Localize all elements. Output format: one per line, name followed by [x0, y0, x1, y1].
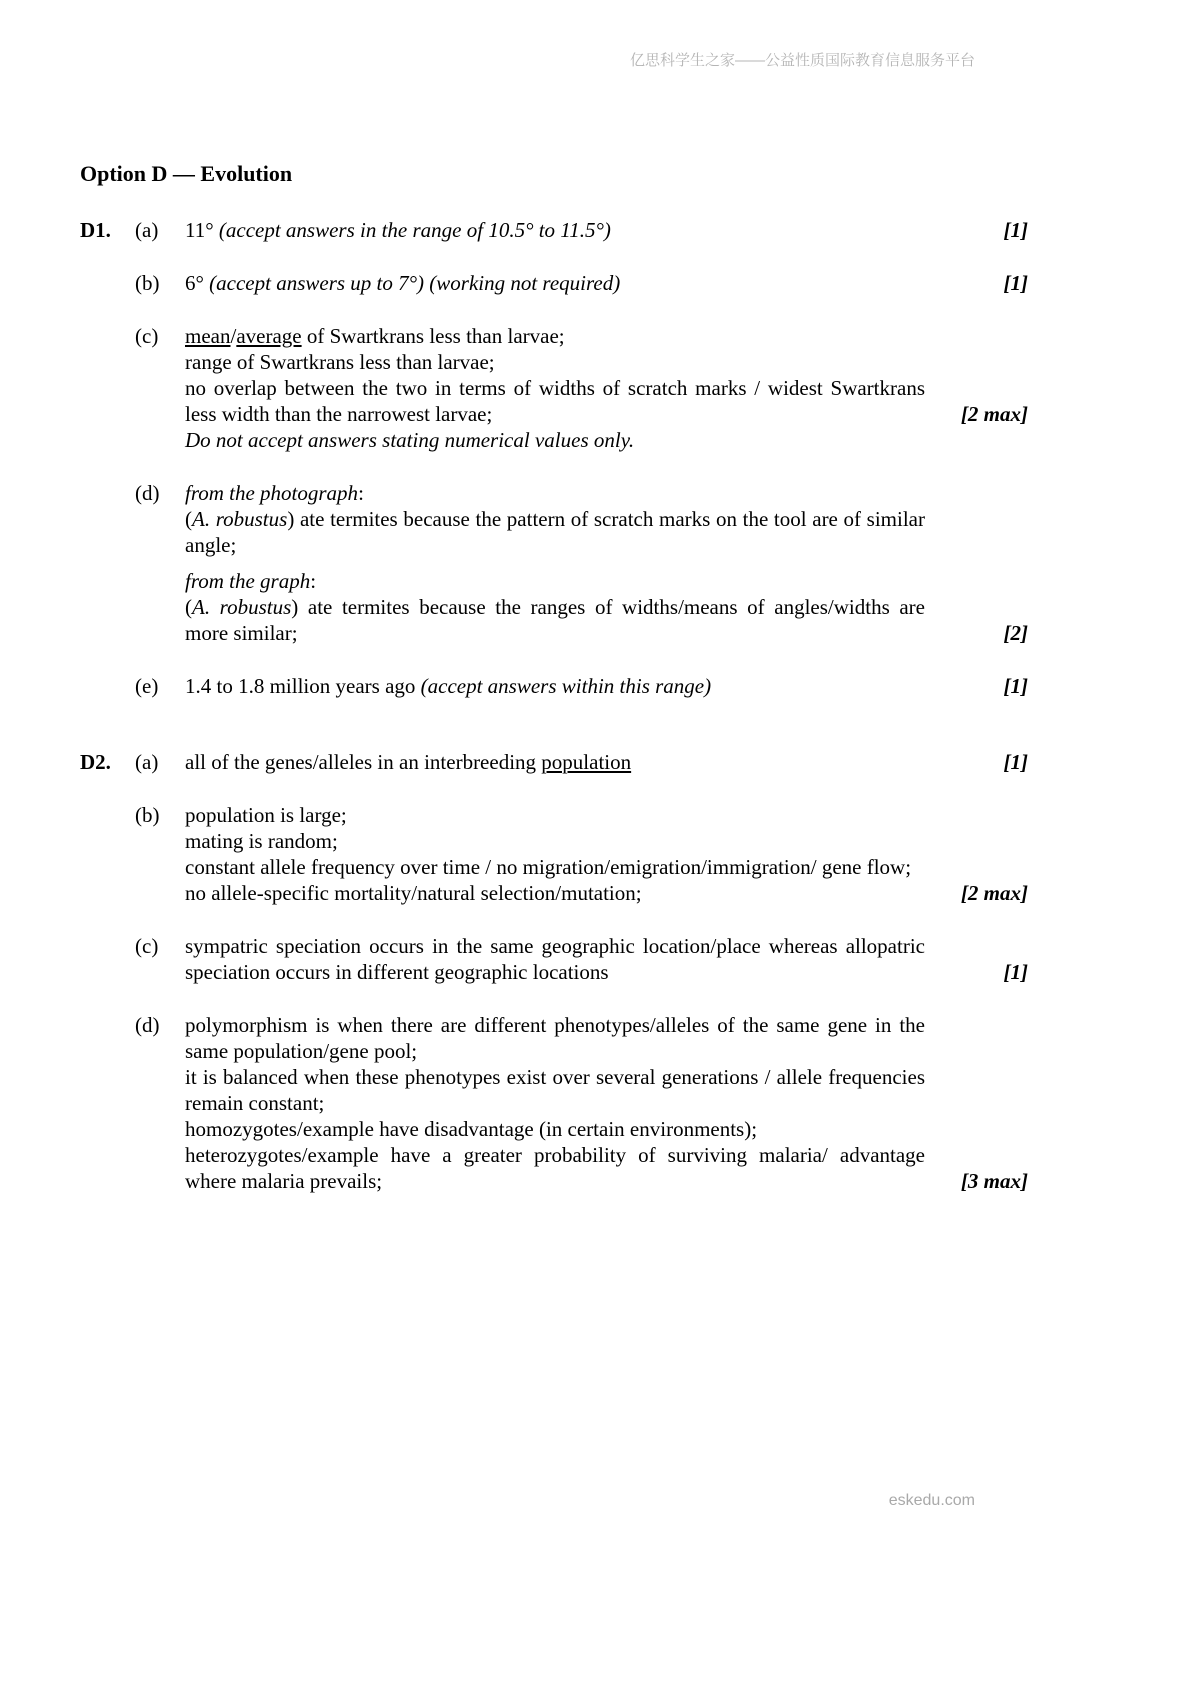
answer-segment: 6°: [185, 271, 210, 295]
answer-paragraph: [185, 323, 925, 349]
part-letter: (c): [135, 934, 159, 958]
part-body: [185, 270, 1028, 296]
question-parts: [135, 749, 1110, 1194]
answer-text: [185, 323, 925, 427]
answer-segment: constant allele frequency over time / no migration/emigration/immigration/ gene flow;: [185, 855, 912, 879]
answer-segment: A. robustus: [192, 507, 288, 531]
answer-segment: it is balanced when these phenotypes exist over several generations / allele frequencies remain constant;: [185, 1065, 925, 1115]
answer-part: [135, 270, 1110, 296]
answer-paragraph: [185, 568, 925, 594]
answer-segment: sympatric speciation occurs in the same geographic location/place whereas allopatric speciation occurs in different geographic locations: [185, 934, 925, 984]
answer-paragraph: [185, 854, 925, 880]
answer-paragraph: [185, 1064, 925, 1116]
answer-part: [135, 673, 1110, 699]
answer-block: [185, 323, 1028, 427]
part-letter: (d): [135, 481, 160, 505]
part-body: [185, 802, 1028, 906]
answer-part: [135, 217, 1110, 243]
answer-paragraph: [185, 933, 925, 985]
header-watermark: 亿思科学生之家——公益性质国际教育信息服务平台: [629, 52, 975, 69]
answer-block: [185, 506, 1028, 558]
question-parts: [135, 217, 1110, 699]
part-body: [185, 749, 1028, 775]
question: [80, 217, 1110, 699]
answer-segment: of Swartkrans less than larvae;: [301, 324, 565, 348]
answer-segment: 1.4 to 1.8 million years ago: [185, 674, 421, 698]
answer-segment: mean: [185, 324, 231, 348]
answer-part: [135, 1012, 1110, 1194]
answer-segment: /: [230, 324, 237, 348]
answer-paragraph: [185, 880, 925, 906]
answer-text: [185, 270, 925, 296]
answer-segment: range of Swartkrans less than larvae;: [185, 350, 495, 374]
answer-segment: (: [185, 507, 192, 531]
answer-segment: :: [310, 569, 317, 593]
part-body: [185, 1012, 1028, 1194]
answer-segment: from the photograph: [185, 481, 359, 505]
answer-paragraph: [185, 480, 925, 506]
answer-segment: all of the genes/alleles in an interbreeding: [185, 750, 542, 774]
part-body: [185, 480, 1028, 646]
part-body: [185, 323, 1028, 453]
answer-paragraph: [185, 828, 925, 854]
mark-badge: [1]: [1003, 674, 1028, 698]
answer-block: [185, 270, 1028, 296]
answer-block: [185, 594, 1028, 646]
document-body: [80, 160, 1110, 1194]
answer-segment: population is large;: [185, 803, 347, 827]
answer-segment: 11°: [185, 218, 219, 242]
answer-block: [185, 673, 1028, 699]
answer-paragraph: [185, 749, 925, 775]
answer-segment: from the graph: [185, 569, 311, 593]
answer-segment: polymorphism is when there are different phenotypes/alleles of the same gene in the same population/gene pool;: [185, 1013, 925, 1063]
answer-paragraph: [185, 802, 925, 828]
answer-segment: Do not accept answers stating numerical values only.: [185, 428, 635, 452]
answer-block: [185, 427, 1028, 453]
answer-text: [185, 802, 925, 906]
part-body: [185, 217, 1028, 243]
answer-segment: :: [358, 481, 364, 505]
answer-text: [185, 749, 925, 775]
answer-text: [185, 217, 925, 243]
part-letter: (a): [135, 750, 159, 774]
answer-text: [185, 594, 925, 646]
answer-text: [185, 673, 925, 699]
mark-badge: [1]: [1003, 271, 1028, 295]
answer-segment: no allele-specific mortality/natural selection/mutation;: [185, 881, 642, 905]
answer-text: [185, 506, 925, 558]
answer-part: [135, 323, 1110, 453]
answer-segment: mating is random;: [185, 829, 338, 853]
part-body: [185, 933, 1028, 985]
answer-part: [135, 933, 1110, 985]
answer-paragraph: [185, 673, 925, 699]
answer-block: [185, 749, 1028, 775]
answer-text: [185, 1012, 925, 1194]
answer-text: [185, 933, 925, 985]
part-letter: (a): [135, 218, 159, 242]
question-number: D2.: [80, 750, 111, 774]
answer-part: [135, 749, 1110, 775]
answer-paragraph: [185, 217, 925, 243]
part-letter: (c): [135, 324, 159, 348]
answer-segment: homozygotes/example have disadvantage (in certain environments);: [185, 1117, 758, 1141]
answer-paragraph: [185, 270, 925, 296]
part-letter: (e): [135, 674, 159, 698]
answer-segment: heterozygotes/example have a greater probability of surviving malaria/ advantage where malaria prevails;: [185, 1143, 925, 1193]
answer-segment: average: [236, 324, 302, 348]
answer-segment: (accept answers up to 7°) (working not required): [209, 271, 621, 295]
answer-paragraph: [185, 427, 925, 453]
question: [80, 749, 1110, 1194]
answer-segment: no overlap between the two in terms of widths of scratch marks / widest Swartkrans less width than the narrowest larvae;: [185, 376, 925, 426]
part-letter: (d): [135, 1013, 160, 1037]
answer-segment: (: [185, 595, 192, 619]
answer-segment: population: [541, 750, 632, 774]
answer-block: [185, 217, 1028, 243]
mark-badge: [1]: [1003, 960, 1028, 984]
footer-watermark: eskedu.com: [888, 1492, 975, 1509]
answer-segment: ) ate termites because the pattern of scratch marks on the tool are of similar angle;: [185, 507, 925, 557]
answer-text: [185, 480, 925, 506]
page-title: Option D — Evolution: [80, 161, 293, 186]
mark-badge: [2]: [1003, 621, 1028, 645]
answer-segment: ) ate termites because the ranges of widths/means of angles/widths are more similar;: [185, 595, 925, 645]
mark-badge: [1]: [1003, 750, 1028, 774]
answer-block: [185, 802, 1028, 906]
answer-part: [135, 802, 1110, 906]
part-body: [185, 673, 1028, 699]
answer-block: [185, 568, 1028, 594]
answer-block: [185, 933, 1028, 985]
answer-block: [185, 1012, 1028, 1194]
mark-badge: [1]: [1003, 218, 1028, 242]
answer-part: [135, 480, 1110, 646]
answer-paragraph: [185, 375, 925, 427]
answer-text: [185, 568, 925, 594]
answer-paragraph: [185, 594, 925, 646]
answer-paragraph: [185, 1012, 925, 1064]
answer-paragraph: [185, 506, 925, 558]
answer-segment: (accept answers within this range): [420, 674, 712, 698]
answer-text: [185, 427, 925, 453]
part-letter: (b): [135, 271, 160, 295]
part-letter: (b): [135, 803, 160, 827]
questions-container: [80, 217, 1110, 1194]
answer-block: [185, 480, 1028, 506]
question-number: D1.: [80, 218, 111, 242]
answer-segment: (accept answers in the range of 10.5° to 11.5°): [218, 218, 611, 242]
mark-badge: [2 max]: [960, 881, 1028, 905]
answer-paragraph: [185, 1116, 925, 1142]
answer-paragraph: [185, 349, 925, 375]
answer-segment: A. robustus: [192, 595, 292, 619]
mark-badge: [2 max]: [960, 402, 1028, 426]
mark-badge: [3 max]: [960, 1169, 1028, 1193]
answer-paragraph: [185, 1142, 925, 1194]
